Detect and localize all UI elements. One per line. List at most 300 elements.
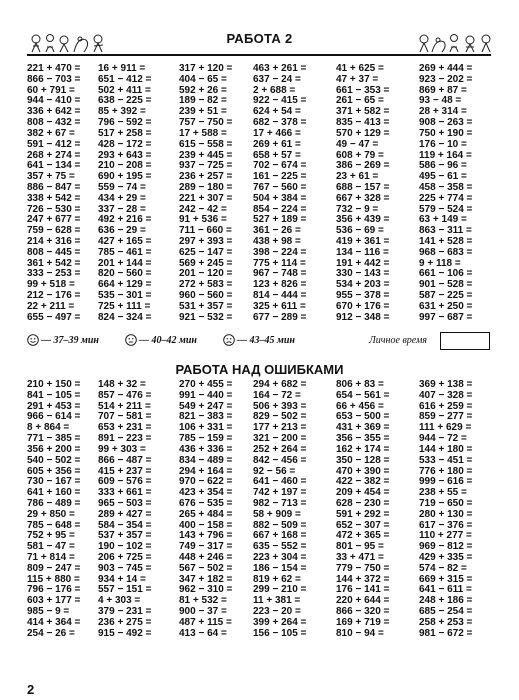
exercise-cell: 810 − 94 =: [336, 627, 384, 639]
exercise-cell: 357 + 75 =: [27, 171, 75, 183]
exercise-cell: 835 − 413 =: [336, 117, 390, 129]
exercise-cell: 537 + 357 =: [98, 530, 152, 542]
exercise-cell: 414 + 364 =: [27, 616, 81, 628]
exercise-cell: 557 − 151 =: [98, 584, 152, 596]
exercise-cell: 819 + 62 =: [253, 573, 301, 585]
exercise-cell: 93 − 48 =: [419, 95, 462, 107]
exercise-cell: 448 + 246 =: [179, 552, 233, 563]
exercise-cell: 423 + 354 =: [179, 487, 233, 499]
exercise-cell: 688 − 157 =: [336, 181, 390, 193]
exercise-cell: 504 + 384 =: [253, 192, 307, 204]
exercise-cell: 966 − 614 =: [27, 411, 81, 423]
exercise-cell: 726 − 530 =: [27, 203, 81, 215]
exercise-cell: 337 − 28 =: [98, 203, 146, 215]
exercise-cell: 161 − 225 =: [253, 171, 307, 183]
exercise-cell: 164 − 72 =: [253, 389, 301, 401]
exercise-cell: 431 + 369 =: [336, 422, 390, 434]
exercise-cell: 785 − 648 =: [27, 519, 81, 531]
exercise-cell: 559 − 74 =: [98, 181, 146, 193]
exercise-cell: 386 − 269 =: [336, 160, 390, 172]
exercise-cell: 123 + 826 =: [253, 279, 307, 291]
exercise-cell: 658 + 57 =: [253, 149, 301, 161]
exercise-cell: 809 − 247 =: [27, 562, 81, 574]
exercise-cell: 540 − 502 =: [27, 454, 81, 466]
exercise-cell: 801 − 95 =: [336, 541, 384, 553]
exercise-cell: 829 − 502 =: [253, 411, 307, 423]
exercise-cell: 92 − 56 =: [253, 465, 296, 477]
exercise-cell: 247 + 677 =: [27, 214, 81, 226]
exercise-cell: 85 + 392 =: [98, 106, 146, 118]
exercise-cell: 144 + 180 =: [419, 443, 473, 455]
exercise-cell: 223 + 304 =: [253, 552, 307, 563]
exercise-cell: 859 − 277 =: [419, 411, 473, 423]
exercise-cell: 422 − 382 =: [336, 476, 390, 488]
exercise-cell: 41 + 625 =: [336, 63, 384, 74]
exercise-cell: 531 + 357 =: [179, 300, 233, 312]
exercise-cell: 641 − 611 =: [419, 584, 472, 596]
exercise-cell: 676 − 535 =: [179, 497, 233, 509]
exercise-cell: 177 + 213 =: [253, 422, 307, 434]
exercise-cell: 944 − 410 =: [27, 95, 81, 107]
exercise-cell: 119 + 164 =: [419, 149, 472, 161]
exercise-cell: 821 − 383 =: [179, 411, 233, 423]
exercise-cell: 186 − 154 =: [253, 562, 307, 574]
exercise-cell: 9 + 118 =: [419, 257, 461, 269]
exercise-cell: 667 + 328 =: [336, 192, 390, 204]
exercise-cell: 854 − 224 =: [253, 203, 307, 215]
exercise-cell: 527 + 189 =: [253, 214, 307, 226]
exercise-cell: 922 − 415 =: [253, 95, 307, 107]
exercise-cell: 210 − 208 =: [98, 160, 152, 172]
exercise-cell: 191 + 442 =: [336, 257, 390, 269]
exercise-cell: 58 + 909 =: [253, 508, 301, 520]
exercise-cell: 641 − 460 =: [253, 476, 307, 488]
header-underline: [27, 54, 491, 56]
exercise-cell: 2 + 688 =: [253, 84, 296, 96]
exercise-cell: 771 − 385 =: [27, 433, 81, 445]
exercise-cell: 49 − 47 =: [336, 138, 379, 150]
exercise-cell: 921 − 532 =: [179, 311, 233, 323]
exercise-cell: 33 + 471 =: [336, 552, 384, 563]
exercise-cell: 427 + 165 =: [98, 236, 152, 247]
exercise-cell: 615 − 558 =: [179, 138, 233, 150]
exercise-cell: 236 + 275 =: [98, 616, 152, 628]
exercise-cell: 66 + 456 =: [336, 400, 384, 412]
exercise-cell: 16 + 911 =: [98, 63, 146, 74]
exercise-cell: 857 − 476 =: [98, 389, 152, 401]
exercise-cell: 463 + 261 =: [253, 63, 307, 74]
exercise-cell: 549 + 247 =: [179, 400, 233, 412]
exercise-cell: 567 − 502 =: [179, 562, 233, 574]
exercise-cell: 785 − 159 =: [179, 433, 233, 445]
exercise-cell: 617 − 376 =: [419, 519, 473, 531]
exercise-cell: 707 − 581 =: [98, 411, 152, 423]
exercise-cell: 955 − 378 =: [336, 290, 390, 302]
exercise-cell: 901 − 528 =: [419, 279, 473, 291]
exercise-cell: 636 − 29 =: [98, 225, 146, 237]
exercise-cell: 23 + 61 =: [336, 171, 379, 183]
personal-time-label: Личное время: [369, 335, 428, 346]
exercise-cell: 225 + 774 =: [419, 192, 473, 204]
exercise-cell: 189 − 82 =: [179, 95, 227, 107]
exercise-cell: 47 + 37 =: [336, 73, 379, 85]
exercise-cell: 605 + 356 =: [27, 465, 81, 477]
exercise-cell: 407 − 328 =: [419, 389, 473, 401]
exercise-cell: 824 − 324 =: [98, 311, 152, 323]
exercise-cell: 944 − 72 =: [419, 433, 467, 445]
exercise-cell: 143 + 796 =: [179, 530, 233, 542]
exercise-cell: 514 + 211 =: [98, 400, 151, 412]
exercise-cell: 719 − 650 =: [419, 497, 473, 509]
legend-item-fast: [27, 334, 99, 346]
exercise-cell: 265 + 484 =: [179, 508, 233, 520]
exercise-cell: 4 + 303 =: [98, 595, 141, 607]
exercise-cell: 592 + 26 =: [179, 84, 227, 96]
legend-text-medium: — 40–42 мин: [139, 335, 197, 346]
exercise-cell: 470 + 390 =: [336, 465, 390, 477]
exercise-cell: 11 + 381 =: [253, 595, 301, 607]
exercise-cell: 398 − 224 =: [253, 246, 307, 258]
exercise-cell: 732 − 9 =: [336, 203, 379, 215]
exercise-cell: 356 + 200 =: [27, 443, 81, 455]
exercise-cell: 238 + 55 =: [419, 487, 467, 499]
exercise-cell: 779 − 750 =: [336, 562, 390, 574]
exercise-cell: 603 + 177 =: [27, 595, 81, 607]
exercise-cell: 937 − 725 =: [179, 160, 233, 172]
exercise-cell: 608 + 79 =: [336, 149, 384, 161]
exercise-cell: 325 + 611 =: [253, 300, 306, 312]
smiling-face-icon: [27, 334, 39, 346]
exercise-cell: 291 + 453 =: [27, 400, 81, 412]
exercise-cell: 631 + 250 =: [419, 300, 473, 312]
exercise-cell: 776 + 180 =: [419, 465, 473, 477]
exercise-cell: 725 + 111 =: [98, 300, 151, 312]
exercise-cell: 371 + 582 =: [336, 106, 390, 118]
exercise-cell: 664 + 129 =: [98, 279, 152, 291]
exercise-cell: 652 − 307 =: [336, 519, 390, 531]
exercise-cell: 495 − 61 =: [419, 171, 467, 183]
exercise-cell: 399 + 264 =: [253, 616, 307, 628]
exercise-cell: 677 − 289 =: [253, 311, 307, 323]
exercise-cell: 356 − 355 =: [336, 433, 390, 445]
exercise-cell: 221 + 470 =: [27, 63, 81, 74]
exercise-cell: 134 − 116 =: [336, 246, 389, 258]
exercise-cell: 110 + 277 =: [419, 530, 472, 542]
exercise-cell: 201 + 144 =: [98, 257, 152, 269]
exercise-cell: 969 − 812 =: [419, 541, 473, 553]
exercise-cell: 81 + 532 =: [179, 595, 227, 607]
exercise-cell: 261 − 65 =: [336, 95, 384, 107]
exercise-cell: 212 − 176 =: [27, 290, 81, 302]
page-header: [0, 24, 519, 58]
exercise-cell: 269 + 444 =: [419, 63, 473, 74]
exercise-cell: 806 + 83 =: [336, 379, 384, 390]
exercise-cell: 29 + 850 =: [27, 508, 75, 520]
exercise-cell: 653 − 500 =: [336, 411, 390, 423]
exercise-cell: 162 + 174 =: [336, 443, 390, 455]
exercise-cell: 535 − 301 =: [98, 290, 152, 302]
exercise-cell: 141 + 528 =: [419, 236, 473, 247]
exercise-cell: 156 − 105 =: [253, 627, 307, 639]
exercise-cell: 17 + 588 =: [179, 127, 227, 139]
exercise-cell: 841 − 105 =: [27, 389, 81, 401]
exercise-cell: 690 + 195 =: [98, 171, 152, 183]
exercise-cell: 991 − 440 =: [179, 389, 233, 401]
exercise-cell: 965 − 503 =: [98, 497, 152, 509]
exercise-cell: 982 − 713 =: [253, 497, 307, 509]
exercise-cell: 900 − 37 =: [179, 606, 227, 618]
exercise-cell: 814 − 444 =: [253, 290, 307, 302]
legend-text-fast: — 37–39 мин: [41, 335, 99, 346]
exercise-cell: 915 − 492 =: [98, 627, 152, 639]
exercise-cell: 570 + 129 =: [336, 127, 390, 139]
exercise-cell: 270 + 455 =: [179, 379, 233, 390]
exercise-cell: 169 + 719 =: [336, 616, 390, 628]
exercise-cell: 808 − 445 =: [27, 246, 81, 258]
exercise-cell: 834 − 489 =: [179, 454, 233, 466]
exercise-cell: 886 − 847 =: [27, 181, 81, 193]
exercise-cell: 239 + 445 =: [179, 149, 233, 161]
exercise-cell: 419 + 361 =: [336, 236, 390, 247]
exercise-cell: 655 − 497 =: [27, 311, 81, 323]
exercise-cell: 759 − 628 =: [27, 225, 81, 237]
exercise-cell: 730 − 167 =: [27, 476, 81, 488]
exercise-cell: 210 + 150 =: [27, 379, 81, 390]
exercise-cell: 294 + 164 =: [179, 465, 233, 477]
exercise-cell: 742 + 197 =: [253, 487, 307, 499]
exercise-cell: 968 − 683 =: [419, 246, 473, 258]
exercise-cell: 99 + 303 =: [98, 443, 146, 455]
exercise-cell: 796 − 592 =: [98, 117, 152, 129]
exercise-cell: 820 − 560 =: [98, 268, 152, 280]
exercise-cell: 502 + 411 =: [98, 84, 151, 96]
exercise-cell: 289 + 427 =: [98, 508, 152, 520]
exercise-cell: 148 + 32 =: [98, 379, 146, 390]
exercise-cell: 91 + 536 =: [179, 214, 227, 226]
exercise-cell: 336 + 642 =: [27, 106, 81, 118]
exercise-cell: 289 − 180 =: [179, 181, 233, 193]
exercise-cell: 767 − 560 =: [253, 181, 307, 193]
exercise-cell: 624 + 54 =: [253, 106, 301, 118]
section-title-error-work: РАБОТА НАД ОШИБКАМИ: [175, 362, 344, 377]
exercise-cell: 908 − 263 =: [419, 117, 473, 129]
exercise-cell: 587 − 225 =: [419, 290, 473, 302]
exercise-cell: 903 − 745 =: [98, 562, 152, 574]
exercise-cell: 506 + 393 =: [253, 400, 307, 412]
exercise-cell: 317 + 120 =: [179, 63, 233, 74]
exercise-cell: 436 + 336 =: [179, 443, 233, 455]
exercise-cell: 280 + 130 =: [419, 508, 473, 520]
exercise-cell: 637 − 24 =: [253, 73, 301, 85]
exercise-cell: 223 − 20 =: [253, 606, 301, 618]
legend-text-slow: — 43–45 мин: [237, 335, 295, 346]
exercise-cell: 99 + 518 =: [27, 279, 75, 291]
exercise-cell: 369 + 138 =: [419, 379, 473, 390]
time-legend: [27, 331, 493, 351]
exercise-cell: 8 + 864 =: [27, 422, 70, 434]
exercise-cell: 891 − 223 =: [98, 433, 152, 445]
exercise-cell: 517 + 258 =: [98, 127, 152, 139]
exercise-cell: 669 + 315 =: [419, 573, 473, 585]
exercise-cell: 866 − 320 =: [336, 606, 390, 618]
exercise-cell: 242 − 42 =: [179, 203, 227, 215]
exercise-cell: 569 + 245 =: [179, 257, 233, 269]
exercise-cell: 111 + 629 =: [419, 422, 472, 434]
exercise-cell: 775 + 114 =: [253, 257, 306, 269]
exercise-cell: 472 + 365 =: [336, 530, 390, 542]
exercise-cell: 654 − 561 =: [336, 389, 390, 401]
exercise-cell: 882 − 509 =: [253, 519, 307, 531]
exercise-cell: 338 + 542 =: [27, 192, 81, 204]
exercise-cell: 653 + 231 =: [98, 422, 152, 434]
exercise-cell: 254 − 26 =: [27, 627, 75, 639]
exercise-cell: 869 + 87 =: [419, 84, 467, 96]
exercise-cell: 350 − 128 =: [336, 454, 390, 466]
exercise-cell: 333 − 253 =: [27, 268, 81, 280]
personal-time-box[interactable]: [440, 332, 490, 350]
neutral-face-icon: [125, 334, 137, 346]
exercise-cell: 574 − 82 =: [419, 562, 467, 574]
exercise-cell: 400 − 158 =: [179, 519, 233, 531]
exercise-cell: 60 + 791 =: [27, 84, 75, 96]
exercise-cell: 176 − 10 =: [419, 138, 467, 150]
exercise-cell: 641 + 160 =: [27, 487, 81, 499]
exercise-cell: 379 − 231 =: [98, 606, 152, 618]
exercise-cell: 438 + 98 =: [253, 236, 301, 247]
exercise-cell: 299 − 210 =: [253, 584, 307, 596]
exercise-cell: 685 − 254 =: [419, 606, 473, 618]
exercise-cell: 106 + 331 =: [179, 422, 233, 434]
exercise-cell: 272 + 583 =: [179, 279, 233, 291]
exercise-cell: 625 − 147 =: [179, 246, 233, 258]
exercise-cell: 533 − 451 =: [419, 454, 473, 466]
exercise-cell: 415 + 237 =: [98, 465, 152, 477]
exercise-cell: 682 − 378 =: [253, 117, 307, 129]
exercise-cell: 967 − 748 =: [253, 268, 307, 280]
exercise-cell: 63 + 149 =: [419, 214, 467, 226]
exercise-cell: 842 − 456 =: [253, 454, 307, 466]
exercise-cell: 209 + 454 =: [336, 487, 390, 499]
exercise-cell: 670 + 176 =: [336, 300, 390, 312]
exercise-cell: 361 − 26 =: [253, 225, 301, 237]
exercise-cell: 985 − 9 =: [27, 606, 70, 618]
exercise-cell: 999 − 616 =: [419, 476, 473, 488]
page-number: 2: [27, 682, 35, 697]
exercise-cell: 22 + 211 =: [27, 300, 75, 312]
exercise-cell: 808 − 432 =: [27, 117, 81, 129]
exercise-cell: 413 − 64 =: [179, 627, 227, 639]
exercise-cell: 268 + 274 =: [27, 149, 81, 161]
exercise-cell: 970 − 622 =: [179, 476, 233, 488]
exercise-cell: 750 + 190 =: [419, 127, 473, 139]
exercise-cell: 796 − 176 =: [27, 584, 81, 596]
exercise-cell: 294 + 682 =: [253, 379, 307, 390]
exercise-cell: 429 + 335 =: [419, 552, 473, 563]
legend-item-medium: [125, 334, 197, 346]
exercise-cell: 17 + 466 =: [253, 127, 301, 139]
exercise-cell: 239 + 51 =: [179, 106, 227, 118]
exercise-cell: 752 + 95 =: [27, 530, 75, 542]
exercise-cell: 962 − 310 =: [179, 584, 233, 596]
exercise-cell: 144 + 372 =: [336, 573, 390, 585]
exercise-cell: 586 − 96 =: [419, 160, 467, 172]
exercise-cell: 609 − 576 =: [98, 476, 152, 488]
exercise-cell: 863 − 311 =: [419, 225, 472, 237]
exercise-cell: 661 − 106 =: [419, 268, 473, 280]
exercise-cell: 258 + 253 =: [419, 616, 473, 628]
exercise-cell: 641 − 134 =: [27, 160, 81, 172]
exercise-cell: 356 + 439 =: [336, 214, 390, 226]
exercise-cell: 361 + 542 =: [27, 257, 81, 269]
exercise-cell: 757 − 750 =: [179, 117, 233, 129]
page-title: РАБОТА 2: [226, 31, 293, 46]
exercise-cell: 434 + 29 =: [98, 192, 146, 204]
exercise-cell: 115 + 880 =: [27, 573, 80, 585]
exercise-cell: 297 + 393 =: [179, 236, 233, 247]
exercise-cell: 330 − 143 =: [336, 268, 390, 280]
exercise-cell: 661 − 353 =: [336, 84, 390, 96]
exercise-cell: 269 + 61 =: [253, 138, 301, 150]
exercise-cell: 190 − 102 =: [98, 541, 152, 553]
exercise-cell: 711 − 660 =: [179, 225, 232, 237]
exercise-cell: 492 + 216 =: [98, 214, 152, 226]
exercise-cell: 635 − 552 =: [253, 541, 307, 553]
sad-face-icon: [223, 334, 235, 346]
exercise-grid-work-2: [27, 64, 493, 324]
exercise-cell: 534 + 203 =: [336, 279, 390, 291]
exercise-cell: 487 + 115 =: [179, 616, 232, 628]
exercise-cell: 749 − 317 =: [179, 541, 233, 553]
exercise-cell: 591 − 412 =: [27, 138, 81, 150]
exercise-cell: 428 − 172 =: [98, 138, 152, 150]
exercise-cell: 960 − 560 =: [179, 290, 233, 302]
exercise-cell: 28 + 314 =: [419, 106, 467, 118]
exercise-cell: 866 − 487 =: [98, 454, 152, 466]
exercise-cell: 584 − 354 =: [98, 519, 152, 531]
exercise-cell: 321 − 200 =: [253, 433, 307, 445]
exercise-cell: 934 + 14 =: [98, 573, 146, 585]
exercise-cell: 616 + 259 =: [419, 400, 473, 412]
exercise-cell: 866 − 703 =: [27, 73, 81, 85]
exercise-cell: 206 + 725 =: [98, 552, 152, 563]
exercise-cell: 628 − 230 =: [336, 497, 390, 509]
exercise-cell: 71 + 814 =: [27, 552, 75, 563]
exercise-cell: 579 − 524 =: [419, 203, 473, 215]
exercise-cell: 333 + 661 =: [98, 487, 152, 499]
exercise-cell: 581 − 47 =: [27, 541, 75, 553]
exercise-cell: 176 − 141 =: [336, 584, 390, 596]
exercise-cell: 404 − 65 =: [179, 73, 227, 85]
exercise-cell: 248 + 186 =: [419, 595, 473, 607]
exercise-cell: 981 − 672 =: [419, 627, 473, 639]
exercise-cell: 638 − 225 =: [98, 95, 152, 107]
exercise-cell: 997 − 687 =: [419, 311, 473, 323]
exercise-cell: 214 + 316 =: [27, 236, 81, 247]
exercise-grid-error-work: [27, 380, 493, 640]
exercise-cell: 382 + 67 =: [27, 127, 75, 139]
exercise-cell: 923 − 202 =: [419, 73, 473, 85]
exercise-cell: 667 + 168 =: [253, 530, 307, 542]
exercise-cell: 591 + 292 =: [336, 508, 390, 520]
exercise-cell: 220 + 644 =: [336, 595, 390, 607]
exercise-cell: 785 − 461 =: [98, 246, 152, 258]
exercise-cell: 201 − 120 =: [179, 268, 233, 280]
exercise-cell: 786 − 489 =: [27, 497, 81, 509]
exercise-cell: 651 − 412 =: [98, 73, 152, 85]
cartoon-figures-decoration-right: [416, 30, 496, 54]
exercise-cell: 221 + 307 =: [179, 192, 233, 204]
exercise-cell: 293 + 643 =: [98, 149, 152, 161]
